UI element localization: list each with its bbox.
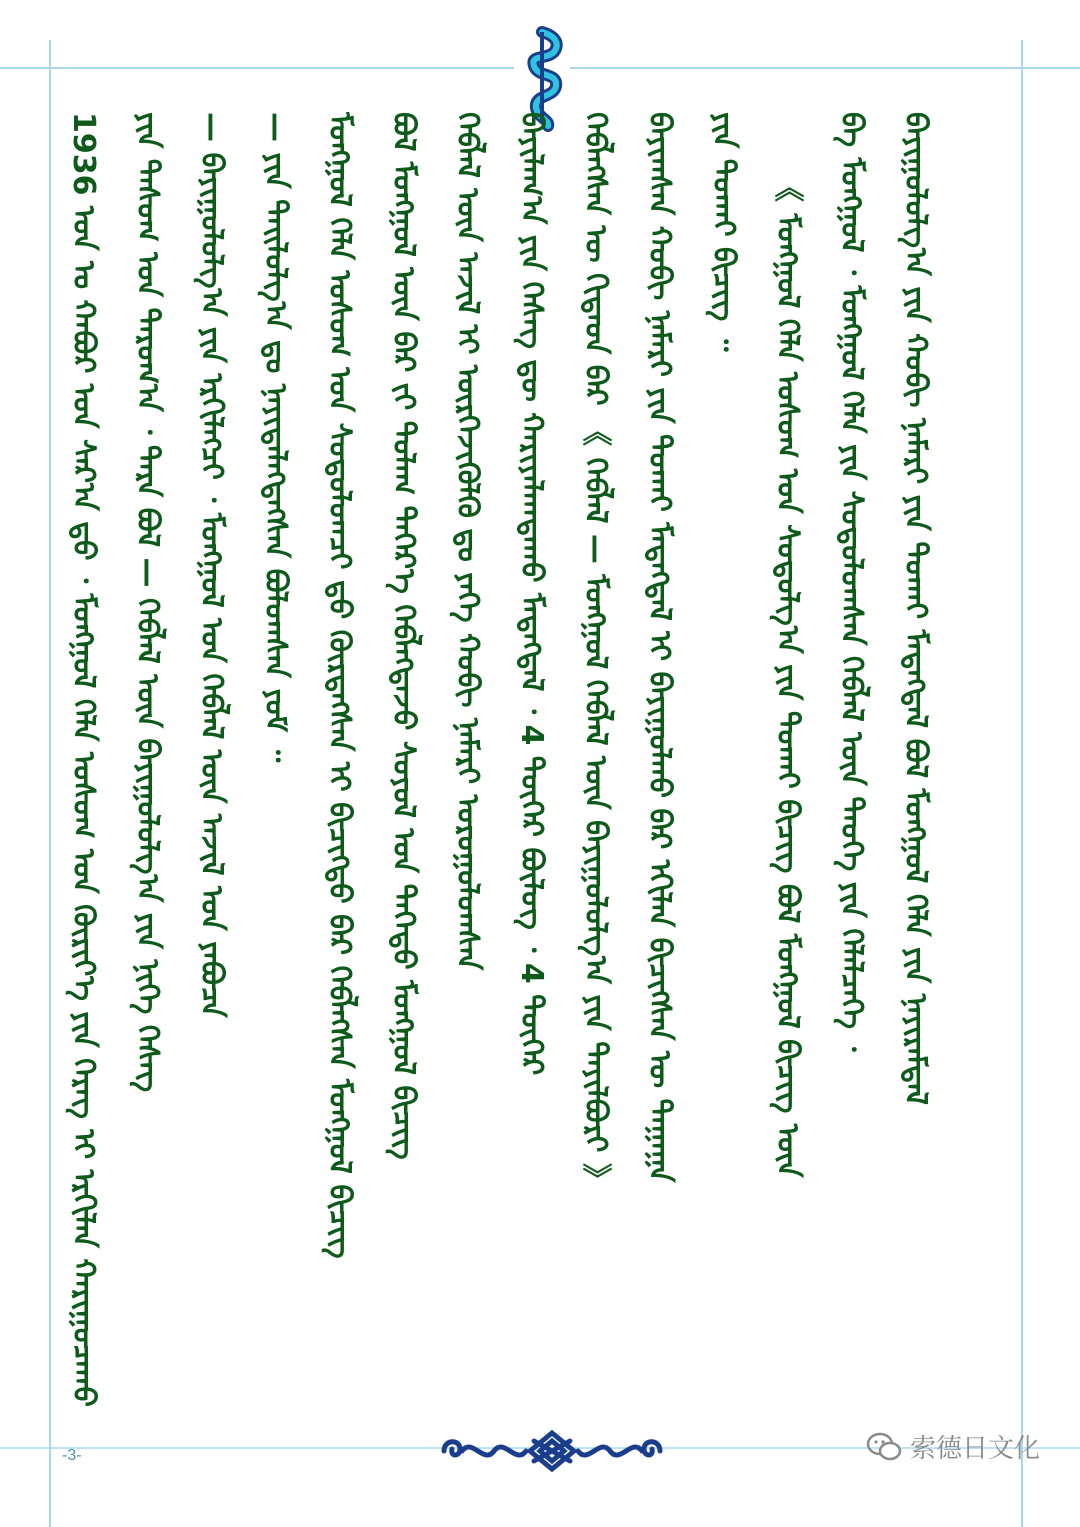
knot-ornament-icon [438, 1427, 666, 1473]
wechat-icon [866, 1432, 902, 1462]
text-column: ᠮᠣᠩᠭᠣᠯ ᠬᠡᠯᠡ ᠤᠰᠤᠭ ᠤᠨ ᠰᠤᠳᠤᠯᠤᠭᠴᠢ ᠳ᠋ᠤ᠌ ᠬᠦᠷᠲᠡᠭᠰᠡᠨ ᠢ ᠪᠢᠴᠢᠭᠲᠦ ᠪᠠᠷ ᠬᠡᠪᠯᠡᠭᠰᠡᠨ ᠮᠣᠩᠭᠣᠯ ᠪᠢᠴᠢᠭ [322, 112, 357, 1259]
text-column: ᠪᠣᠯ ᠮᠣᠩᠭᠣᠯ ᠦᠨ ᠪᠠᠷ ᠵᠢ ᠲᠤᠯᠠᠭ ᠳᠡᠭᠡᠷ᠎ᠡ ᠬᠡᠪᠯᠡᠭᠳᠡᠵᠦ ᠰᠣᠶᠣᠯ ᠤᠨ ᠳᠡᠭᠡᠳᠦ ᠮᠣᠩᠭᠣᠯ ᠪᠢᠴᠢᠭ [386, 112, 421, 1160]
text-column: ᠬᠡᠪᠯᠡᠯ ᠦᠨ ᠠᠵᠢᠯ ᠢ ᠦᠷᠭᠡᠵᠢᠭᠦᠯᠬᠦ ᠳᠤ ᠶᠡᠭᠡ ᠬᠤᠪᠢ ᠨᠡᠮᠡᠷᠢ ᠣᠷᠣᠭᠤᠯᠤᠭᠰᠠᠨ [450, 112, 485, 971]
text-column: 1936 ᠣᠨ ᠤ ᠬᠠᠪᠤᠷ ᠤᠨ ᠰᠠᠷ᠎ᠠ ᠳ᠋ᠤ᠌ ᠂ ᠮᠣᠩᠭᠣᠯ ᠬᠡᠯᠡ ᠤᠰᠤᠭ ᠤᠨ ᠬᠦᠷᠢᠶ᠎ᠡ ᠶᠢᠨ ᠬᠡᠷᠡᠭ ᠢ ᠡᠷᠬᠢᠯᠡᠨ ᠬᠠᠷᠢᠭᠤᠴᠠᠬᠤ [66, 112, 101, 1407]
watermark-text: 索德日文化 [910, 1434, 1041, 1464]
text-column: ᠪᠠ ᠮᠣᠩᠭᠣᠯ ᠂ ᠮᠣᠩᠭᠣᠯ ᠬᠡᠯᠡ ᠶᠢᠨ ᠰᠤᠳᠤᠯᠤᠭᠰᠠᠨ ᠬᠡᠪᠯᠡᠯ ᠦᠨ ᠲᠡᠦᠬᠡ ᠶᠢᠨ ᠬᠡᠯᠡᠯᠴᠡᠭᠡ ᠂ [834, 112, 869, 1052]
text-column: ᠪᠠᠶᠢᠭᠰᠠᠨ ᠬᠤᠪᠢ ᠨᠡᠮᠡᠷᠢ ᠶᠢᠨ ᠲᠤᠬᠠᠢ ᠮᠡᠳᠡᠭᠳᠡᠯ ᠢ ᠪᠠᠶᠢᠭᠤᠯᠬᠤ ᠪᠠᠷ ᠡᠬᠢᠯᠡᠨ ᠪᠢᠴᠢᠭᠰᠡᠨ ᠦ ᠳᠠᠭᠠᠭᠠ [642, 112, 677, 1183]
text-column: ᠶᠢᠨ ᠲᠤᠬᠠᠢ ᠪᠢᠴᠢᠭ ᠃ [706, 112, 741, 352]
text-column: 《 ᠮᠣᠩᠭᠣᠯ ᠬᠡᠯᠡ ᠤᠰᠤᠭ ᠤᠨ ᠰᠤᠳᠤᠯᠭ᠎ᠠ ᠶᠢᠨ ᠲᠤᠬᠠᠢ ᠪᠢᠴᠢᠭ ᠪᠣᠯ ᠮᠣᠩᠭᠣᠯ ᠪᠢᠴᠢᠭ ᠦᠨ [770, 172, 805, 1178]
text-column: ᠪᠠᠶᠢᠭᠤᠯᠤᠯᠭ᠎ᠠ ᠶᠢᠨ ᠬᠤᠪᠢ ᠨᠡᠮᠡᠷᠢ ᠶᠢᠨ ᠲᠤᠬᠠᠢ ᠮᠡᠳᠡᠭᠳᠡᠯ ᠪᠣᠯ ᠮᠣᠩᠭᠣᠯ ᠬᠡᠯᠡ ᠶᠢᠨ ᠨᠠᠶᠢᠷᠠᠮᠳᠠᠯ [898, 112, 933, 1105]
text-column: — ᠪᠠᠶᠢᠭᠤᠯᠤᠯᠭ᠎ᠠ ᠶᠢᠨ ᠡᠷᠬᠢᠯᠡᠭᠴᠢ ᠂ ᠮᠣᠩᠭᠣᠯ ᠤᠨ ᠬᠡᠪᠯᠡᠯ ᠦᠨ ᠠᠵᠢᠯ ᠤᠨ ᠶᠠᠪᠤᠴᠠ [194, 112, 229, 1018]
text-column: ᠪᠠᠶᠢᠯᠠᠭ᠎ᠠ ᠶᠢᠨ ᠬᠡᠰᠡᠭ ᠳᠦ ᠬᠠᠷᠢᠶᠠᠯᠠᠭᠳᠠᠬᠤ ᠮᠡᠳᠡᠭᠳᠡᠯ ᠂ 4 ᠳᠦᠭᠡᠷ ᠪᠦᠯᠦᠭ ᠂ 4 ᠳᠦᠭᠡᠷ [514, 112, 549, 1076]
text-column: ᠬᠡᠪᠯᠡᠭᠰᠡᠨ ᠦ ᠬᠢᠳᠠᠳ ᠪᠠᠷ 《 ᠬᠡᠪᠯᠡᠯ — ᠮᠣᠩᠭᠣᠯ ᠬᠡᠪᠯᠡᠯ ᠦᠨ ᠪᠠᠶᠢᠭᠤᠯᠤᠯᠭ᠎ᠠ ᠶᠢᠨ ᠲᠠᠶᠢᠯᠪᠤᠷᠢ 》 [578, 112, 613, 1194]
page-number: -3- [62, 1447, 82, 1464]
text-column: — ᠶᠢᠨ ᠲᠠᠢᠯᠤᠯᠭ᠎ᠠ ᠳᠤ ᠨᠡᠶᠢᠲᠡᠯᠡᠭᠳᠡᠭᠰᠡᠨ ᠪᠤᠯᠤᠭᠰᠠᠨ ᠶᠤᠮ ᠃ [258, 112, 293, 763]
watermark [866, 1428, 1040, 1465]
mongolian-text-body [60, 112, 960, 1422]
text-column: ᠶᠢᠨ ᠲᠠᠰᠤᠭ ᠤᠨ ᠳᠠᠷᠤᠭ᠎ᠠ ᠂ ᠲᠡᠷᠡ ᠪᠣᠯ — ᠬᠡᠪᠯᠡᠯ ᠦᠨ ᠪᠠᠶᠢᠭᠤᠯᠤᠯᠭ᠎ᠠ ᠶᠢᠨ ᠨᠢᠭᠡ ᠬᠡᠰᠡᠭ [130, 112, 165, 1093]
